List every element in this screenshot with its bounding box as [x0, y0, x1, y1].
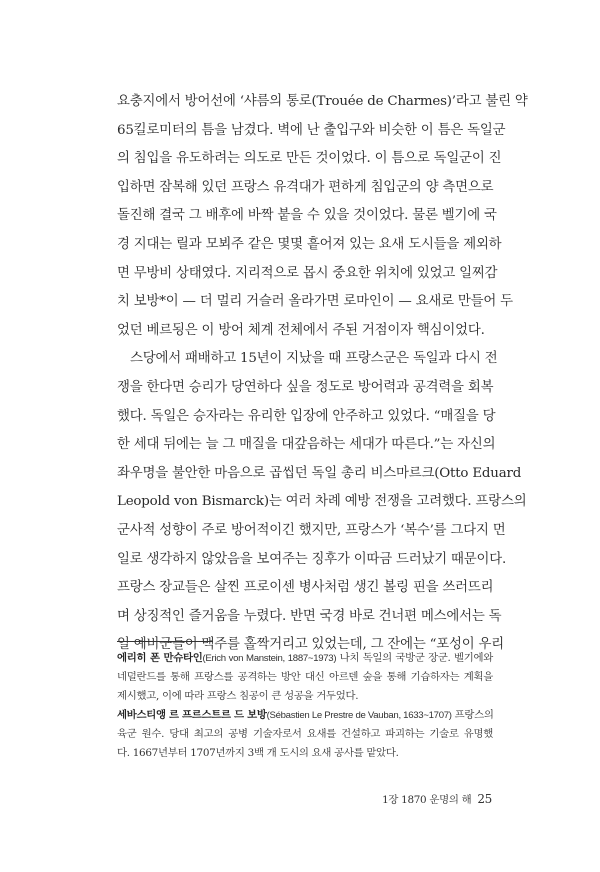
text-line: 65킬로미터의 틈을 남겼다. 벽에 난 출입구와 비슷한 이 틈은 독일군	[117, 122, 506, 138]
text-line: 돌진해 결국 그 배후에 바짝 붙을 수 있을 것이었다. 물론 벨기에 국	[117, 208, 497, 224]
text-line: 일 예비군들이 맥주를 홀짝거리고 있었는데, 그 잔에는 “포성이 우리	[117, 637, 505, 653]
footnote-term: 세바스티앵 르 프르스트르 드 보방	[117, 709, 267, 721]
text-line: 했다. 독일은 승자라는 유리한 입장에 안주하고 있었다. “매질을 당	[117, 408, 496, 424]
text-line: 일로 생각하지 않았음을 보여주는 징후가 이따금 드러났기 때문이다.	[117, 551, 507, 567]
footnote-latin-name: (Sébastien Le Prestre de Vauban, 1633~1707)	[266, 710, 452, 721]
footnote-latin-name: (Erich von Manstein, 1887~1973)	[202, 653, 337, 664]
text-line: 며 상징적인 즐거움을 누렸다. 반면 국경 바로 건너편 메스에서는 독	[117, 608, 502, 624]
text-line: 었던 베르됭은 이 방어 체계 전체에서 주된 거점이자 핵심이었다.	[117, 322, 485, 338]
text-line: 의 침입을 유도하려는 의도로 만든 것이었다. 이 틈으로 독일군이 진	[117, 151, 502, 167]
footnote-line	[117, 649, 493, 668]
footnote-vauban	[117, 706, 493, 763]
body-text	[117, 88, 528, 660]
page-number: 25	[477, 792, 492, 806]
footnote-text: 나치 독일의 국방군 장군. 벨기에와	[336, 652, 493, 664]
footnote-line: 다. 1667년부터 1707년까지 3백 개 도시의 요새 공사를 맡았다.	[117, 747, 399, 759]
footnote-line: 육군 원수. 당대 최고의 공병 기술자로서 요새를 건설하고 파괴하는 기술로 유명했	[117, 728, 493, 740]
text-line: 좌우명을 불안한 마음으로 곱씹던 독일 총리 비스마르크(Otto Eduard	[117, 465, 522, 481]
text-line: 쟁을 한다면 승리가 당연하다 싶을 정도로 방어력과 공격력을 회복	[117, 379, 494, 395]
footnote-manstein	[117, 649, 493, 706]
footnote-line: 네덜란드를 통해 프랑스를 공격하는 방안 대신 아르덴 숲을 통해 기습하자는 계획을	[117, 671, 493, 683]
footnote-term: 에리히 폰 만슈타인	[117, 652, 203, 664]
footnote-text: 프랑스의	[451, 709, 494, 721]
text-line: 면 무방비 상태였다. 지리적으로 몹시 중요한 위치에 있었고 일찌감	[117, 265, 498, 281]
text-line: 한 세대 뒤에는 늘 그 매질을 대갚음하는 세대가 따른다.”는 자신의	[117, 437, 496, 453]
running-footer	[360, 791, 492, 806]
text-line: Leopold von Bismarck)는 여러 차례 예방 전쟁을 고려했다. 프랑스의	[117, 494, 527, 510]
text-line: 경 지대는 릴과 모뵈주 같은 몇몇 흩어져 있는 요새 도시들을 제외하	[117, 236, 502, 252]
text-line: 입하면 잠복해 있던 프랑스 유격대가 편하게 침입군의 양 측면으로	[117, 179, 494, 195]
text-line: 군사적 성향이 주로 방어적이긴 했지만, 프랑스가 ‘복수’를 그다지 먼	[117, 522, 506, 538]
text-line: 스당에서 패배하고 15년이 지났을 때 프랑스군은 독일과 다시 전	[130, 351, 498, 367]
chapter-title: 1장 1870 운명의 해	[382, 794, 472, 806]
text-line: 요충지에서 방어선에 ‘샤름의 통로(Trouée de Charmes)’라고 불린 약	[117, 94, 528, 109]
text-line: 프랑스 장교들은 살찐 프로이센 병사처럼 생긴 볼링 핀을 쓰러뜨리	[117, 580, 494, 596]
footnotes	[117, 649, 493, 763]
text-line: 치 보방*이 — 더 멀리 거슬러 올라가면 로마인이 — 요새로 만들어 두	[117, 294, 513, 310]
footnote-line: 제시했고, 이에 따라 프랑스 침공이 큰 성공을 거두었다.	[117, 690, 359, 702]
footnote-line	[117, 706, 493, 725]
footnote-divider	[117, 641, 213, 642]
